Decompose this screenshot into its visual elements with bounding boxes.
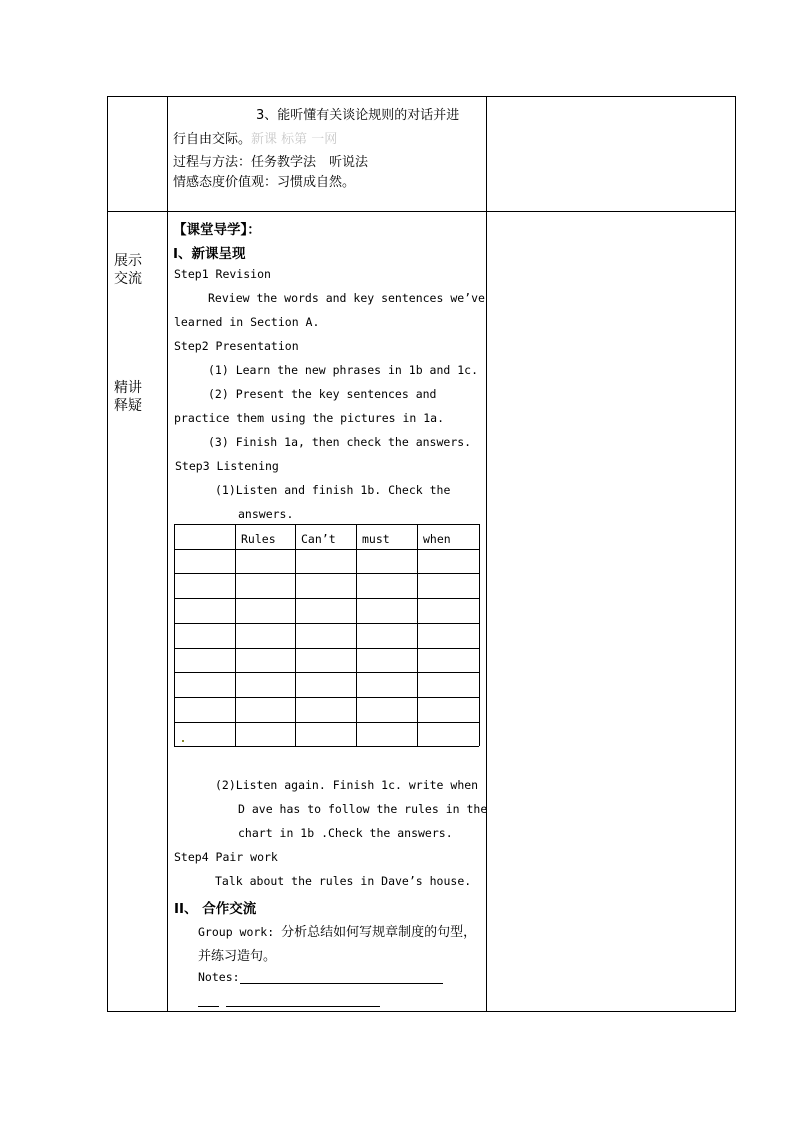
rules-table-vline [295,524,296,746]
step2-title: Step2 Presentation [174,339,299,353]
table-mark [182,740,184,742]
table-border-bottom [107,1011,736,1012]
rules-table-hline [174,648,479,649]
rules-table-hline [174,573,479,574]
rules-table [174,524,479,747]
rules-table-vline [417,524,418,746]
group-work-prefix: Group work: [198,925,282,939]
rules-table-hline [174,524,479,525]
step2-item1: (1) Learn the new phrases in 1b and 1c. [208,363,479,377]
notes-blank-line2b [226,1006,380,1007]
rules-table-header-2: Can’t [301,532,336,546]
objective-3-line2-text: 行自由交际。 [173,132,252,147]
table-row-divider [107,211,736,212]
table-border-top [107,96,736,97]
step3-title: Step3 Listening [175,459,279,473]
step1-title: Step1 Revision [174,267,271,281]
left-label-show-line1: 展示 [114,253,142,269]
rules-table-hline [174,623,479,624]
rules-table-vline [479,524,480,746]
rules-table-hline [174,672,479,673]
attitude-value: 情感态度价值观：习惯成自然。 [173,175,356,190]
left-label-explain-line2: 释疑 [114,398,142,414]
step2-item2-line2: practice them using the pictures in 1a. [174,411,445,425]
rules-table-header-1: Rules [241,532,276,546]
table-col-divider-2 [486,96,487,1012]
notes-blank-line1 [240,983,443,984]
objective-3-line2 [173,128,337,147]
left-label-explain-line1: 精讲 [114,380,142,396]
rules-table-header-4: when [423,532,451,546]
step3-item2-line1: (2)Listen again. Finish 1c. write when [215,778,479,792]
watermark-text: 新课 标第 一网 [251,132,338,147]
step1-text-line1: Review the words and key sentences we’ve [208,291,485,305]
rules-table-hline [174,746,479,747]
rules-table-vline [174,524,175,746]
notes-blank-line2a [198,1006,219,1007]
step2-item2-line1: (2) Present the key sentences and [208,387,437,401]
step3-item1-line1: (1)Listen and finish 1b. Check the [215,483,451,497]
process-method: 过程与方法：任务教学法 听说法 [173,155,369,170]
group-work-line1 [198,921,476,940]
group-work-cn-line2: 并练习造句。 [198,949,277,964]
notes-label: Notes: [198,970,240,984]
rules-table-vline [235,524,236,746]
part2-heading: II、 合作交流 [174,901,257,917]
step2-item3: (3) Finish 1a, then check the answers. [208,435,472,449]
rules-table-vline [356,524,357,746]
objective-3-line1: 3、能听懂有关谈论规则的对话并进 [256,108,460,123]
step3-item1-line2: answers. [238,507,294,521]
table-border-right [735,96,736,1012]
left-label-show-line2: 交流 [114,271,142,287]
rules-table-hline [174,722,479,723]
step4-title: Step4 Pair work [174,850,278,864]
rules-table-hline [174,697,479,698]
rules-table-hline [174,598,479,599]
table-border-left [107,96,108,1012]
guide-heading: 【课堂导学】： [173,222,261,238]
step4-text: Talk about the rules in Dave’s house. [215,874,472,888]
step1-text-line2: learned in Section A. [174,315,320,329]
table-col-divider-1 [167,96,168,1012]
group-work-cn-line1: 分析总结如何写规章制度的句型， [281,925,477,940]
step3-item2-line3: chart in 1b .Check the answers. [238,826,453,840]
step3-item2-line2: D ave has to follow the rules in the [238,802,488,816]
rules-table-header-3: must [362,532,390,546]
rules-table-hline [174,549,479,550]
part1-heading: I、新课呈现 [173,246,246,262]
